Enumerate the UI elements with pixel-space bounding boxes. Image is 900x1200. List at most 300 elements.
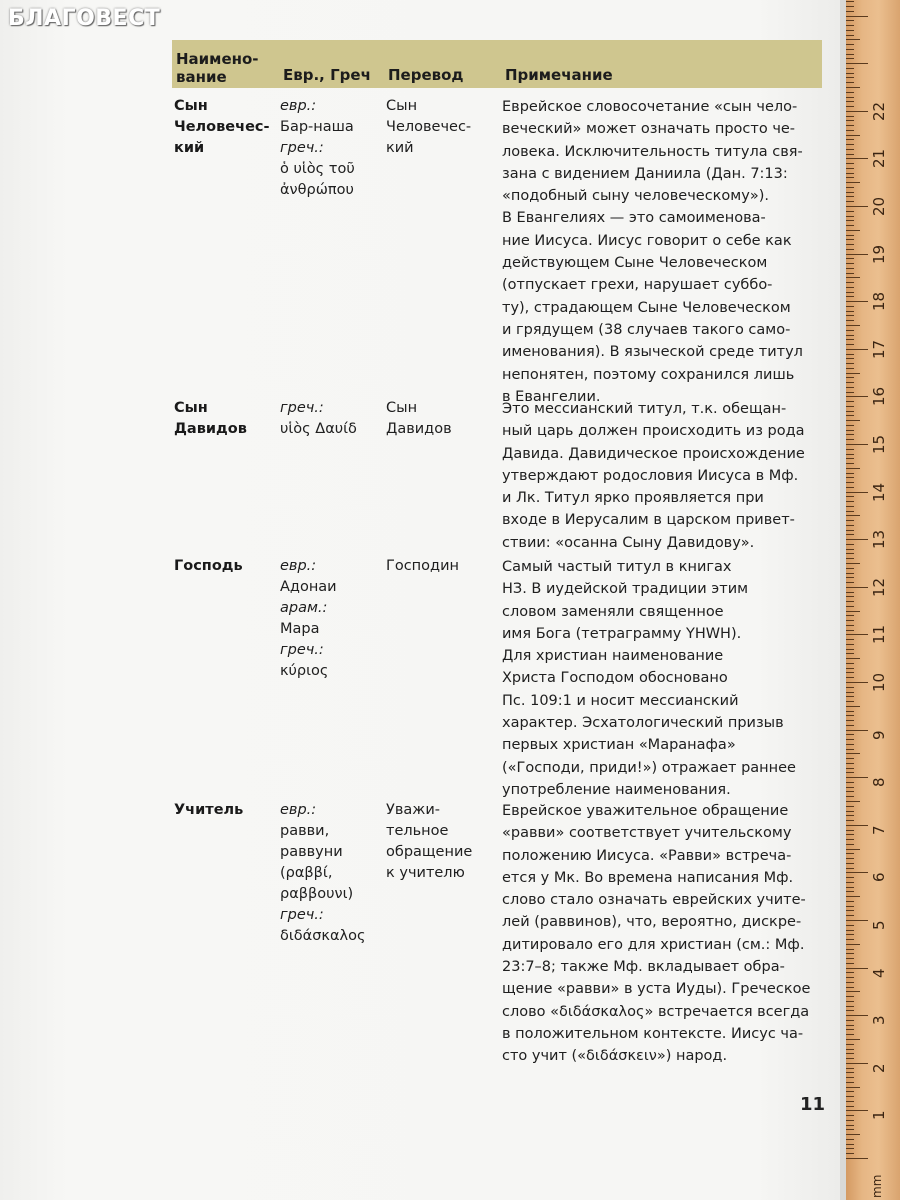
ruler-tick	[846, 844, 854, 845]
ruler-number: 8	[870, 777, 888, 788]
ruler-tick	[846, 158, 868, 159]
translation-line: к учителю	[386, 865, 465, 881]
note-line: ный царь должен происходить из рода	[502, 423, 805, 440]
ruler-tick	[846, 963, 854, 964]
note-line: первых христиан «Маранафа»	[502, 737, 736, 754]
ruler-tick	[846, 668, 854, 669]
ruler-tick	[846, 106, 854, 107]
ruler-tick	[846, 92, 854, 93]
note-line: сто учит («διδάσκειν») народ.	[502, 1048, 728, 1065]
original-term: διδάσκαλος	[280, 928, 366, 944]
note-line: и Лк. Титул ярко проявляется при	[502, 490, 764, 507]
ruler-tick	[846, 1134, 860, 1135]
ruler-tick	[846, 577, 854, 578]
ruler-number: 9	[870, 730, 888, 740]
ruler-number: 20	[870, 196, 888, 216]
note-line: характер. Эсхатологический призыв	[502, 715, 784, 732]
translation-line: Господин	[386, 558, 459, 574]
ruler-tick	[846, 882, 854, 883]
ruler-tick	[846, 420, 860, 421]
ruler-tick	[846, 549, 854, 550]
ruler-tick	[846, 658, 860, 659]
ruler-tick	[846, 977, 854, 978]
ruler-number: 12	[870, 577, 888, 597]
ruler-tick	[846, 730, 868, 731]
ruler-tick	[846, 1091, 854, 1092]
ruler-tick	[846, 396, 868, 397]
note-line: употребление наименования.	[502, 781, 731, 798]
ruler-tick	[846, 187, 854, 188]
ruler-tick	[846, 791, 854, 792]
ruler-tick	[846, 387, 854, 388]
ruler-tick	[846, 120, 854, 121]
ruler-tick	[846, 401, 854, 402]
ruler-tick	[846, 1053, 854, 1054]
ruler-tick	[846, 863, 854, 864]
ruler-tick	[846, 73, 854, 74]
ruler-tick	[846, 672, 854, 673]
ruler-tick	[846, 320, 854, 321]
row-translation	[386, 96, 506, 159]
note-line: слово стало означать еврейских учите-	[502, 892, 806, 909]
note-line: (отпускает грехи, нарушает суббо-	[502, 277, 773, 294]
ruler-tick	[846, 868, 854, 869]
ruler-tick	[846, 330, 854, 331]
ruler-tick	[846, 392, 854, 393]
ruler-number: 5	[870, 920, 888, 930]
ruler-tick	[846, 558, 854, 559]
ruler-tick	[846, 953, 854, 954]
ruler-tick	[846, 487, 854, 488]
note-line: слово «διδάσκαλος» встречается всегда	[502, 1003, 810, 1020]
ruler-tick	[846, 887, 854, 888]
ruler-tick	[846, 1010, 854, 1011]
translation-line: Сын	[386, 400, 418, 416]
ruler-number: 18	[870, 292, 888, 312]
ruler-number: 4	[870, 968, 888, 978]
ruler-tick	[846, 744, 854, 745]
ruler-tick	[846, 349, 868, 350]
ruler-tick	[846, 606, 854, 607]
ruler-tick	[846, 996, 854, 997]
language-label: евр.:	[280, 98, 317, 114]
note-line: именования). В языческой среде титул	[502, 344, 803, 361]
translation-line: Человечес-	[386, 119, 472, 135]
note-line: Давида. Давидическое происхождение	[502, 445, 805, 462]
note-line: 23:7–8; также Мф. вкладывает обра-	[502, 959, 785, 976]
ruler-tick	[846, 858, 854, 859]
ruler-tick	[846, 944, 860, 945]
note-line: действующем Сыне Человеческом	[502, 255, 768, 272]
ruler-tick	[846, 68, 854, 69]
ruler-tick	[846, 753, 860, 754]
ruler-tick	[846, 220, 854, 221]
ruler-tick	[846, 473, 854, 474]
ruler-number: 7	[870, 825, 888, 835]
ruler-tick	[846, 1015, 868, 1016]
ruler-tick	[846, 254, 868, 255]
ruler-tick	[846, 573, 854, 574]
ruler-tick	[846, 910, 854, 911]
ruler-tick	[846, 192, 854, 193]
ruler-tick	[846, 363, 854, 364]
ruler-tick	[846, 216, 854, 217]
ruler-tick	[846, 1058, 854, 1059]
ruler-tick	[846, 1096, 854, 1097]
ruler-tick	[846, 692, 854, 693]
translation-line: Давидов	[386, 421, 452, 437]
ruler-tick	[846, 206, 868, 207]
ruler-tick	[846, 292, 854, 293]
ruler-tick	[846, 35, 854, 36]
ruler-tick	[846, 972, 854, 973]
ruler-tick	[846, 787, 854, 788]
ruler-tick	[846, 54, 854, 55]
note-line: («Господи, приди!») отражает раннее	[502, 759, 796, 776]
ruler-unit: mm	[870, 1174, 884, 1198]
note-line: Еврейское словосочетание «сын чело-	[502, 99, 798, 115]
translation-line: кий	[386, 140, 414, 156]
ruler-number: 21	[870, 149, 888, 169]
ruler-number: 2	[870, 1063, 888, 1073]
ruler-tick	[846, 173, 854, 174]
ruler-tick	[846, 768, 854, 769]
ruler-tick	[846, 630, 854, 631]
ruler-tick	[846, 915, 854, 916]
ruler-tick	[846, 439, 854, 440]
original-term: ραββουνι)	[280, 886, 354, 902]
ruler-tick	[846, 315, 854, 316]
ruler-tick	[846, 1087, 860, 1088]
ruler-tick	[846, 1120, 854, 1121]
ruler-tick	[846, 901, 854, 902]
watermark-logo: БЛАГОВЕСТ	[8, 6, 161, 31]
ruler-tick	[846, 782, 854, 783]
ruler-tick	[846, 811, 854, 812]
translation-line: тельное	[386, 823, 449, 839]
ruler-tick	[846, 273, 854, 274]
ruler-tick	[846, 263, 854, 264]
ruler-tick	[846, 311, 854, 312]
header-note: Примечание	[505, 66, 613, 84]
ruler-tick	[846, 839, 854, 840]
ruler-number: 16	[870, 387, 888, 407]
ruler-tick	[846, 725, 854, 726]
note-line: имя Бога (тетраграмму YHWH).	[502, 625, 742, 642]
ruler-tick	[846, 434, 854, 435]
table-header	[172, 40, 822, 88]
ruler-number: 14	[870, 482, 888, 502]
note-line: Пс. 109:1 и носит мессианский	[502, 692, 739, 709]
original-term: ἀνθρώπου	[280, 182, 354, 198]
ruler-tick	[846, 325, 860, 326]
ruler-tick	[846, 620, 854, 621]
ruler-tick	[846, 1082, 854, 1083]
ruler-tick	[846, 815, 854, 816]
ruler-tick	[846, 958, 854, 959]
ruler-tick	[846, 258, 854, 259]
row-translation	[386, 800, 506, 884]
ruler-number: 3	[870, 1015, 888, 1026]
ruler-tick	[846, 196, 854, 197]
original-term: раввуни	[280, 844, 343, 860]
ruler-tick	[846, 1139, 854, 1140]
ruler-tick	[846, 896, 860, 897]
ruler-tick	[846, 444, 868, 445]
row-original	[280, 398, 385, 440]
ruler-tick	[846, 339, 854, 340]
note-line: дитировало его для христиан (см.: Мф.	[502, 936, 805, 953]
header-original: Евр., Греч	[283, 66, 371, 84]
ruler-tick	[846, 544, 854, 545]
ruler-tick	[846, 1025, 854, 1026]
ruler-tick	[846, 520, 854, 521]
ruler-tick	[846, 949, 854, 950]
ruler-tick	[846, 101, 854, 102]
original-term: κύριος	[280, 663, 329, 679]
ruler-tick	[846, 1020, 854, 1021]
ruler-tick	[846, 182, 860, 183]
ruler-tick	[846, 449, 854, 450]
translation-line: обращение	[386, 844, 473, 860]
ruler-tick	[846, 335, 854, 336]
ruler-tick	[846, 534, 854, 535]
ruler-tick	[846, 734, 854, 735]
ruler-tick	[846, 582, 854, 583]
ruler-tick	[846, 539, 868, 540]
note-line: словом заменяли священное	[502, 603, 724, 620]
ruler-tick	[846, 287, 854, 288]
ruler-tick	[846, 1106, 854, 1107]
ruler-tick	[846, 1148, 854, 1149]
ruler-tick	[846, 406, 854, 407]
ruler-number: 15	[870, 434, 888, 454]
note-line: входе в Иерусалим в царском привет-	[502, 512, 795, 529]
language-label: евр.:	[280, 558, 317, 574]
row-title-line: Учитель	[174, 802, 244, 818]
ruler-tick	[846, 411, 854, 412]
row-title-line: кий	[174, 140, 205, 156]
ruler-tick	[846, 492, 868, 493]
note-line: ту), страдающем Сыне Человеческом	[502, 299, 791, 316]
original-term: равви,	[280, 823, 330, 839]
ruler-tick	[846, 711, 854, 712]
note-line: утверждают родословия Иисуса в Мф.	[502, 467, 799, 484]
ruler-tick	[846, 506, 854, 507]
ruler-tick	[846, 592, 854, 593]
ruler-tick	[846, 853, 854, 854]
ruler-tick	[846, 625, 854, 626]
row-note	[502, 398, 824, 554]
ruler-tick	[846, 1153, 854, 1154]
ruler-tick	[846, 87, 860, 88]
ruler-tick	[846, 696, 854, 697]
ruler-tick	[846, 601, 854, 602]
ruler-tick	[846, 806, 854, 807]
ruler-tick	[846, 154, 854, 155]
row-title-line: Давидов	[174, 421, 247, 437]
ruler-tick	[846, 468, 860, 469]
original-term: ὁ υἱὸς τοῦ	[280, 161, 355, 177]
ruler-number: 11	[870, 625, 888, 645]
language-label: арам.:	[280, 600, 328, 616]
wooden-ruler	[846, 0, 900, 1200]
original-term: Адонаи	[280, 579, 337, 595]
ruler-tick	[846, 496, 854, 497]
language-label: греч.:	[280, 642, 324, 658]
note-line: ется у Мк. Во времена написания Мф.	[502, 869, 794, 886]
ruler-tick	[846, 1044, 854, 1045]
ruler-tick	[846, 277, 860, 278]
ruler-tick	[846, 1144, 854, 1145]
ruler-tick	[846, 368, 854, 369]
row-original	[280, 556, 385, 682]
note-line: ловека. Исключительность титула свя-	[502, 143, 803, 160]
row-title	[174, 800, 284, 821]
note-line: «равви» соответствует учительскому	[502, 825, 792, 842]
ruler-tick	[846, 11, 854, 12]
row-translation	[386, 398, 506, 440]
original-term: Бар-наша	[280, 119, 354, 135]
header-translation: Перевод	[388, 66, 464, 84]
ruler-tick	[846, 1072, 854, 1073]
ruler-tick	[846, 739, 854, 740]
translation-line: Сын	[386, 98, 418, 114]
ruler-tick	[846, 82, 854, 83]
row-title-line: Человечес-	[174, 119, 270, 135]
ruler-tick	[846, 644, 854, 645]
ruler-tick	[846, 201, 854, 202]
note-line: Самый частый титул в книгах	[502, 559, 732, 575]
note-line: зана с видением Даниила (Дан. 7:13:	[502, 165, 788, 182]
ruler-tick	[846, 125, 854, 126]
ruler-tick	[846, 968, 868, 969]
note-line: Христа Господом обосновано	[502, 670, 728, 687]
ruler-tick	[846, 906, 854, 907]
row-title-line: Сын	[174, 400, 208, 416]
note-line: непонятен, поэтому сохранился лишь	[502, 366, 795, 383]
ruler-tick	[846, 925, 854, 926]
header-name: Наимено- вание	[176, 50, 259, 86]
row-title	[174, 556, 284, 577]
ruler-tick	[846, 377, 854, 378]
ruler-tick	[846, 511, 854, 512]
ruler-tick	[846, 934, 854, 935]
ruler-tick	[846, 501, 854, 502]
ruler-tick	[846, 30, 854, 31]
ruler-tick	[846, 111, 868, 112]
ruler-tick	[846, 553, 854, 554]
note-line: щение «равви» в уста Иуды). Греческое	[502, 981, 811, 998]
ruler-number: 10	[870, 672, 888, 692]
ruler-tick	[846, 1029, 854, 1030]
ruler-tick	[846, 382, 854, 383]
ruler-tick	[846, 1158, 868, 1159]
ruler-tick	[846, 149, 854, 150]
ruler-tick	[846, 20, 854, 21]
ruler-number: 13	[870, 530, 888, 550]
ruler-tick	[846, 877, 854, 878]
ruler-tick	[846, 1115, 854, 1116]
ruler-tick	[846, 991, 860, 992]
ruler-tick	[846, 116, 854, 117]
ruler-tick	[846, 1068, 854, 1069]
ruler-number: 17	[870, 339, 888, 359]
ruler-tick	[846, 163, 854, 164]
note-line: в положительном контексте. Иисус ча-	[502, 1025, 804, 1042]
ruler-tick	[846, 373, 860, 374]
ruler-tick	[846, 135, 860, 136]
ruler-tick	[846, 58, 854, 59]
ruler-tick	[846, 425, 854, 426]
ruler-tick	[846, 834, 854, 835]
ruler-tick	[846, 230, 860, 231]
ruler-tick	[846, 249, 854, 250]
ruler-tick	[846, 749, 854, 750]
translation-line: Уважи-	[386, 802, 440, 818]
ruler-tick	[846, 49, 854, 50]
ruler-tick	[846, 358, 854, 359]
page-number: 11	[800, 1094, 826, 1115]
ruler-tick	[846, 515, 860, 516]
ruler-tick	[846, 139, 854, 140]
ruler-tick	[846, 687, 854, 688]
ruler-tick	[846, 282, 854, 283]
note-line: ствии: «осанна Сыну Давидову».	[502, 534, 755, 551]
ruler-tick	[846, 891, 854, 892]
original-term: Мара	[280, 621, 320, 637]
note-line: и грядущем (38 случаев такого само-	[502, 321, 791, 338]
note-line: Для христиан наименование	[502, 648, 724, 665]
ruler-tick	[846, 830, 854, 831]
ruler-tick	[846, 796, 854, 797]
ruler-tick	[846, 1129, 854, 1130]
ruler-tick	[846, 525, 854, 526]
ruler-tick	[846, 563, 860, 564]
note-line: положению Иисуса. «Равви» встреча-	[502, 847, 792, 864]
row-original	[280, 800, 385, 947]
ruler-tick	[846, 587, 868, 588]
ruler-tick	[846, 772, 854, 773]
ruler-tick	[846, 77, 854, 78]
ruler-tick	[846, 244, 854, 245]
ruler-tick	[846, 677, 854, 678]
ruler-tick	[846, 1039, 860, 1040]
row-note	[502, 800, 824, 1068]
note-line: в Евангелии.	[502, 388, 601, 405]
language-label: греч.:	[280, 140, 324, 156]
ruler-tick	[846, 144, 854, 145]
ruler-tick	[846, 354, 854, 355]
ruler-tick	[846, 634, 868, 635]
ruler-tick	[846, 568, 854, 569]
ruler-tick	[846, 1125, 854, 1126]
ruler-tick	[846, 820, 854, 821]
ruler-tick	[846, 982, 854, 983]
ruler-tick	[846, 268, 854, 269]
original-term: υἱὸς Δαυίδ	[280, 421, 357, 437]
ruler-tick	[846, 39, 860, 40]
ruler-tick	[846, 130, 854, 131]
ruler-tick	[846, 701, 854, 702]
ruler-tick	[846, 1077, 854, 1078]
row-title	[174, 96, 284, 159]
ruler-tick	[846, 920, 868, 921]
row-note	[502, 556, 824, 801]
ruler-tick	[846, 825, 868, 826]
ruler-tick	[846, 1034, 854, 1035]
ruler-tick	[846, 296, 854, 297]
